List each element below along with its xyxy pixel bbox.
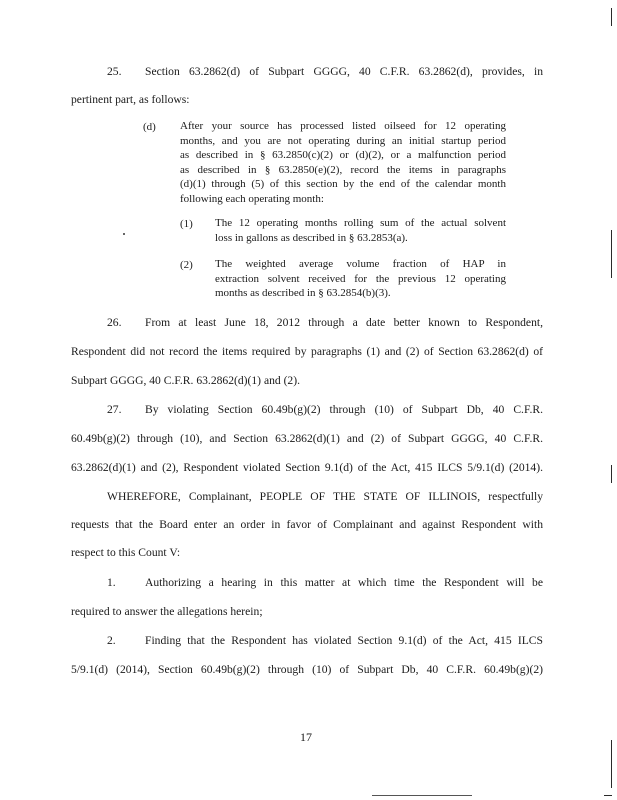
paragraph-26-line-1: From at least June 18, 2012 through a date better known to Respondent, (145, 316, 543, 329)
quote-1-text (215, 216, 506, 245)
prayer-item-2-number: 2. (107, 634, 116, 647)
prayer-item-1-number: 1. (107, 576, 116, 589)
quote-2-line: extraction solvent received for the previous 12 operating (215, 272, 506, 285)
prayer-item-2-line-2: 5/9.1(d) (2014), Section 60.49b(g)(2) through (10) of Subpart Db, 40 C.F.R. 60.49b(g)(2) (71, 663, 543, 676)
quote-2-text (215, 257, 506, 301)
paragraph-25-line-1: Section 63.2862(d) of Subpart GGGG, 40 C.F.R. 63.2862(d), provides, in (145, 65, 543, 78)
quote-d-line: (d)(1) through (5) of this section by the end of the calendar month (180, 178, 506, 191)
quote-1-label: (1) (180, 218, 193, 230)
scan-mark (611, 740, 612, 788)
wherefore-line-3: respect to this Count V: (71, 546, 181, 559)
paragraph-26-number: 26. (107, 316, 122, 329)
wherefore-line-1: WHEREFORE, Complainant, PEOPLE OF THE STATE OF ILLINOIS, respectfully (107, 490, 543, 503)
paragraph-26-line-2: Respondent did not record the items required by paragraphs (1) and (2) of Section 63.2862(d) of (71, 345, 543, 358)
scan-mark (372, 795, 472, 796)
quote-d-label: (d) (143, 121, 156, 133)
paragraph-27-number: 27. (107, 403, 122, 416)
prayer-item-2-line-1: Finding that the Respondent has violated Section 9.1(d) of the Act, 415 ILCS (145, 634, 543, 647)
prayer-item-1-line-1: Authorizing a hearing in this matter at which time the Respondent will be (145, 576, 543, 589)
scan-mark (611, 230, 612, 278)
quote-d-line: After your source has processed listed oilseed for 12 operating (180, 120, 506, 132)
scan-mark (611, 465, 612, 483)
paragraph-25-line-2: pertinent part, as follows: (71, 93, 190, 106)
scan-mark (611, 8, 612, 26)
quote-d-line: as described in § 63.2850(c)(2) or (d)(2), or a malfunction period (180, 149, 506, 162)
paragraph-26-line-3: Subpart GGGG, 40 C.F.R. 63.2862(d)(1) and (2). (71, 374, 300, 387)
quote-d-line: months, and you are not operating during an initial startup period (180, 134, 506, 147)
prayer-item-1-line-2: required to answer the allegations herein; (71, 605, 263, 618)
quote-1-line: The 12 operating months rolling sum of the actual solvent (215, 217, 506, 229)
wherefore-line-2: requests that the Board enter an order in favor of Complainant and against Respondent with (71, 518, 543, 531)
paragraph-25-number: 25. (107, 65, 122, 78)
quote-d-text (180, 119, 506, 207)
quote-d-line: as described in § 63.2850(e)(2), record the items in paragraphs (180, 163, 506, 176)
scan-speck (123, 233, 125, 235)
quote-d-line: following each operating month: (180, 192, 324, 205)
quote-1-line: loss in gallons as described in § 63.2853(a). (215, 231, 408, 244)
paragraph-27-line-3: 63.2862(d)(1) and (2), Respondent violated Section 9.1(d) of the Act, 415 ILCS 5/9.1(d) (2014). (71, 461, 543, 474)
page-number: 17 (300, 730, 312, 744)
scan-mark (604, 795, 612, 796)
paragraph-27-line-2: 60.49b(g)(2) through (10), and Section 63.2862(d)(1) and (2) of Subpart GGGG, 40 C.F.R. (71, 432, 543, 445)
quote-2-line: The weighted average volume fraction of HAP in (215, 258, 506, 270)
quote-2-line: months as described in § 63.2854(b)(3). (215, 287, 391, 300)
quote-2-label: (2) (180, 259, 193, 271)
paragraph-27-line-1: By violating Section 60.49b(g)(2) through (10) of Subpart Db, 40 C.F.R. (145, 403, 543, 416)
